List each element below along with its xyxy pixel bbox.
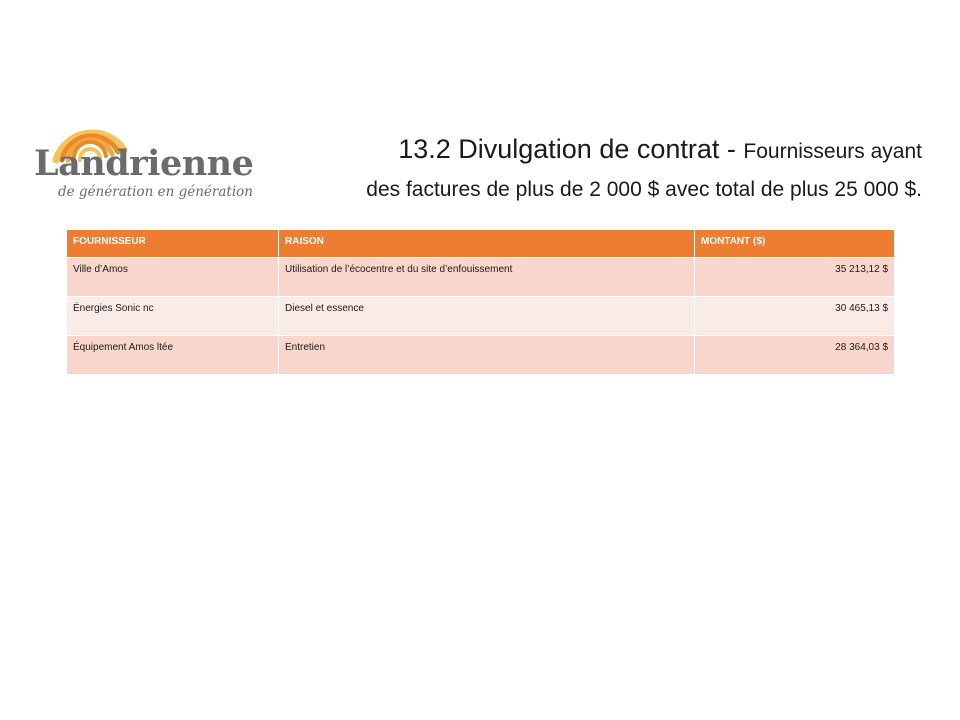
cell-fournisseur: Équipement Amos ltée [67,336,279,375]
header-fournisseur: FOURNISSEUR [67,230,279,258]
cell-fournisseur: Énergies Sonic nc [67,297,279,336]
landrienne-logo [34,116,254,212]
cell-raison: Utilisation de l’écocentre et du site d’enfouissement [279,258,695,297]
title-separator: - [719,134,744,164]
logo-wordmark: Landrienne [34,143,254,184]
header-montant: MONTANT ($) [695,230,895,258]
title-main: 13.2 Divulgation de contrat [398,134,720,164]
table-header-row [67,230,895,258]
slide-title [262,131,922,210]
cell-raison: Diesel et essence [279,297,695,336]
table-row [67,297,895,336]
cell-montant: 30 465,13 $ [695,297,895,336]
title-subtitle-line1: Fournisseurs ayant [743,140,922,163]
cell-raison: Entretien [279,336,695,375]
contracts-table [66,229,895,375]
header-raison: RAISON [279,230,695,258]
logo-tagline: de génération en génération [58,184,253,200]
title-subtitle-line2: des factures de plus de 2 000 $ avec total de plus 25 000 $. [366,178,922,201]
table-row [67,336,895,375]
table-row [67,258,895,297]
cell-fournisseur: Ville d’Amos [67,258,279,297]
cell-montant: 35 213,12 $ [695,258,895,297]
cell-montant: 28 364,03 $ [695,336,895,375]
